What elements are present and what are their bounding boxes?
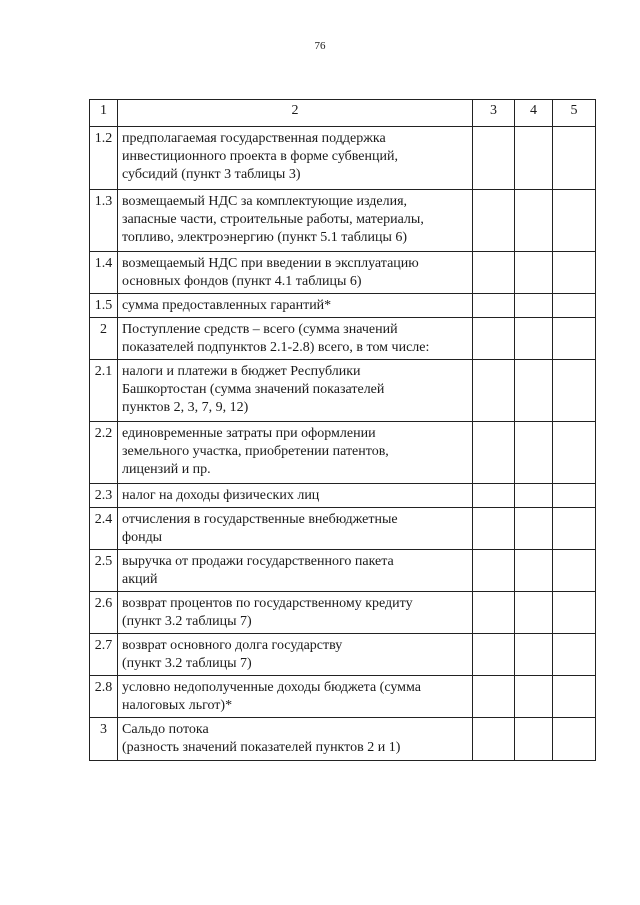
value-cell-col-4 [515,550,553,592]
value-cell-col-3 [473,360,515,422]
value-cell-col-3 [473,190,515,252]
header-cell-5: 5 [553,100,596,127]
value-cell-col-5 [553,190,596,252]
value-cell-col-4 [515,484,553,508]
row-description: Поступление средств – всего (сумма значений показателей подпунктов 2.1-2.8) всего, в том числе: [118,318,473,360]
row-number: 2.1 [90,360,118,422]
value-cell-col-3 [473,318,515,360]
value-cell-col-5 [553,360,596,422]
value-cell-col-5 [553,718,596,761]
value-cell-col-5 [553,676,596,718]
row-description: Сальдо потока (разность значений показателей пунктов 2 и 1) [118,718,473,761]
row-description: выручка от продажи государственного пакета акций [118,550,473,592]
row-number: 2.7 [90,634,118,676]
row-number: 1.4 [90,252,118,294]
table-row [90,318,596,360]
row-number: 2.3 [90,484,118,508]
row-number: 2.8 [90,676,118,718]
value-cell-col-5 [553,294,596,318]
value-cell-col-4 [515,318,553,360]
header-cell-4: 4 [515,100,553,127]
row-description: предполагаемая государственная поддержка инвестиционного проекта в форме субвенций, субсидий (пункт 3 таблицы 3) [118,127,473,190]
value-cell-col-3 [473,550,515,592]
value-cell-col-3 [473,676,515,718]
value-cell-col-5 [553,634,596,676]
value-cell-col-4 [515,508,553,550]
row-description: условно недополученные доходы бюджета (сумма налоговых льгот)* [118,676,473,718]
row-description: налоги и платежи в бюджет Республики Башкортостан (сумма значений показателей пунктов 2, 3, 7, 9, 12) [118,360,473,422]
value-cell-col-5 [553,592,596,634]
table-row [90,127,596,190]
value-cell-col-4 [515,422,553,484]
row-description: возврат процентов по государственному кредиту (пункт 3.2 таблицы 7) [118,592,473,634]
table-row [90,718,596,761]
value-cell-col-3 [473,718,515,761]
value-cell-col-4 [515,252,553,294]
row-description: возмещаемый НДС за комплектующие изделия, запасные части, строительные работы, материалы, топливо, электроэнергию (пункт 5.1 таблицы 6) [118,190,473,252]
row-description: возврат основного долга государству (пункт 3.2 таблицы 7) [118,634,473,676]
table-row [90,676,596,718]
row-number: 2.2 [90,422,118,484]
table-body [90,127,596,761]
row-number: 2.5 [90,550,118,592]
value-cell-col-3 [473,484,515,508]
row-number: 1.5 [90,294,118,318]
value-cell-col-5 [553,508,596,550]
value-cell-col-3 [473,592,515,634]
value-cell-col-3 [473,508,515,550]
value-cell-col-5 [553,252,596,294]
value-cell-col-5 [553,422,596,484]
value-cell-col-4 [515,676,553,718]
value-cell-col-5 [553,318,596,360]
value-cell-col-4 [515,634,553,676]
value-cell-col-4 [515,592,553,634]
row-description: возмещаемый НДС при введении в эксплуатацию основных фондов (пункт 4.1 таблицы 6) [118,252,473,294]
value-cell-col-3 [473,252,515,294]
value-cell-col-4 [515,718,553,761]
value-cell-col-4 [515,127,553,190]
table-row [90,484,596,508]
value-cell-col-5 [553,484,596,508]
row-number: 3 [90,718,118,761]
value-cell-col-3 [473,294,515,318]
value-cell-col-4 [515,190,553,252]
value-cell-col-4 [515,360,553,422]
row-number: 2.6 [90,592,118,634]
header-cell-3: 3 [473,100,515,127]
table-row [90,592,596,634]
value-cell-col-3 [473,127,515,190]
table-header-row [90,100,596,127]
header-cell-1: 1 [90,100,118,127]
table-row [90,294,596,318]
value-cell-col-5 [553,127,596,190]
table-row [90,550,596,592]
row-number: 2.4 [90,508,118,550]
table-row [90,252,596,294]
table-row [90,508,596,550]
row-number: 1.3 [90,190,118,252]
value-cell-col-3 [473,422,515,484]
table-row [90,634,596,676]
row-description: отчисления в государственные внебюджетные фонды [118,508,473,550]
header-cell-2: 2 [118,100,473,127]
table-row [90,422,596,484]
row-number: 1.2 [90,127,118,190]
row-description: налог на доходы физических лиц [118,484,473,508]
page-number: 76 [314,40,326,52]
row-description: единовременные затраты при оформлении земельного участка, приобретении патентов, лицензий и пр. [118,422,473,484]
row-description: сумма предоставленных гарантий* [118,294,473,318]
value-cell-col-5 [553,550,596,592]
value-cell-col-4 [515,294,553,318]
table-row [90,190,596,252]
table-row [90,360,596,422]
value-cell-col-3 [473,634,515,676]
data-table [89,99,596,761]
row-number: 2 [90,318,118,360]
